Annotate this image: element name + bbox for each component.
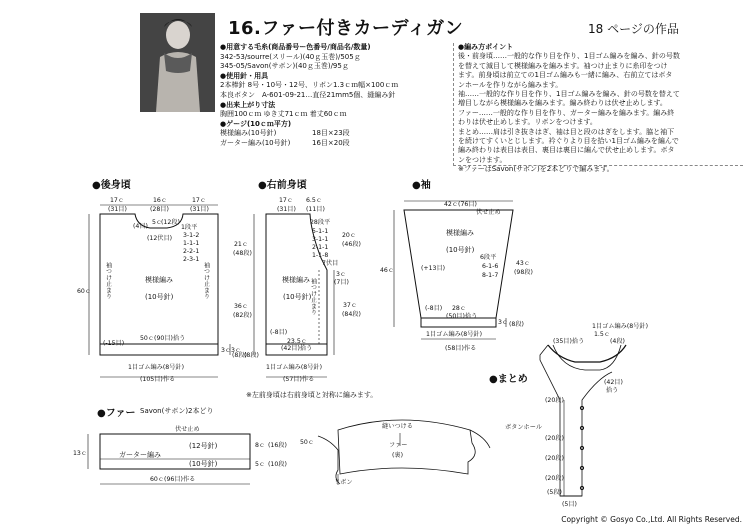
sleeve-labels (380, 200, 533, 352)
finish-label: 1目ゴム編み(8号針) (592, 323, 649, 330)
finish-diagram (540, 345, 626, 496)
dim-label: 23.5ｃ (287, 338, 307, 345)
back-heading: ●後身頃 (92, 180, 131, 191)
dim-label: (57目)作る (283, 376, 315, 383)
materials-line: 345-05/Savon(サボン)(40ｇ玉巻)/95ｇ (220, 62, 349, 71)
fur-label: 伏せ止め (175, 426, 200, 433)
finish-label: 1.5ｃ (594, 331, 611, 338)
dim-label: (48段) (233, 250, 252, 257)
points-line: ます。前身頃は前立ての1目ゴム編みも一緒に編み、右前立てはボタ (458, 71, 673, 80)
attach-label: リボン (334, 479, 353, 486)
finish-heading: ●まとめ (489, 374, 528, 385)
dim-label: (31目) (190, 206, 209, 213)
dim-label: 3ｃ (336, 271, 347, 278)
dim-label: 46ｃ (380, 267, 395, 274)
points-line: を続けてすくいとじします。衿ぐりより目を拾い1目ゴム編みを編んで (458, 137, 679, 146)
dim-label: (12段) (161, 219, 180, 226)
tools-heading: ●使用針・用具 (220, 71, 269, 80)
points-line: 増目しながら模様編みを編みます。編み終わりは伏せ止めします。 (458, 99, 667, 108)
materials-line: 342-53/sourre(スリール)(40ｇ玉巻)/505ｇ (220, 52, 361, 61)
page-title: 16.ファー付きカーディガン (228, 18, 464, 39)
finish-label: (35目)拾う (553, 338, 585, 345)
dim-label: 17ｃ (110, 197, 125, 204)
dim-label: (8段) (244, 352, 259, 359)
needle-label: (10号針) (145, 293, 174, 301)
points-line: わりは伏せ止めします。リボンをつけます。 (458, 118, 597, 127)
dim-label: (-15目) (103, 340, 125, 347)
side-mark: 袖つけ止まり (104, 262, 112, 300)
gauge-label: ガーター編み(10号針) (220, 138, 291, 147)
copyright: Copyright © Gosyo Co.,Ltd. All Rights Reserved. (561, 515, 742, 524)
finish-label: (20段) (545, 455, 564, 462)
needle-label: (10号針) (446, 246, 475, 254)
dec-label: 2-2-1 (183, 248, 200, 255)
stitch-label: 模様編み (282, 276, 310, 284)
fur-label: (16段) (268, 442, 287, 449)
points-line: 後・前身頃……一般的な作り目を作り、1目ゴム編みを編み、針の号数 (458, 52, 680, 61)
dim-label: 5ｃ (152, 219, 163, 226)
rib-label: 1目ゴム編み(8号針) (128, 364, 185, 371)
points-line: ※ファーはSavon(サボン)を2本どりで編みます。 (458, 165, 614, 174)
attach-label: 縫いつける (382, 423, 413, 430)
finish-label: (42目) (604, 379, 623, 386)
stitch-label: 模様編み (446, 229, 474, 237)
dim-label: 60ｃ (77, 288, 92, 295)
gauge-heading: ●ゲージ(10ｃｍ平方) (220, 119, 292, 128)
fur-label: (10号針) (189, 460, 218, 468)
dim-label: (58目)作る (445, 345, 477, 352)
dim-label: 17ｃ (192, 197, 207, 204)
dim-label: (82段) (233, 312, 252, 319)
points-line: ンをつけます。 (458, 155, 507, 164)
dec-label: 3-1-1 (312, 236, 329, 243)
dim-label: (28目) (150, 206, 169, 213)
dec-label: 5-1-1 (312, 228, 329, 235)
fur-label: (12号針) (189, 442, 218, 450)
finish-label: (20段) (545, 435, 564, 442)
rib-label: 1目ゴム編み(8号針) (266, 364, 323, 371)
dim-label: (46段) (342, 241, 361, 248)
points-heading: ●編み方ポイント (458, 43, 514, 51)
dim-label: 3ｃ (498, 319, 509, 326)
sleeve-heading: ●袖 (412, 180, 431, 191)
fur-label: 60ｃ(96目)作る (150, 476, 196, 483)
needle-label: (10号針) (283, 293, 312, 301)
tools-line: 本良ボタン A-601-09-21…直径21mm5個、縫編み針 (220, 90, 396, 99)
dim-label: 3ｃ (221, 347, 232, 354)
inc-label: 8-1-7 (482, 272, 499, 279)
dec-label: 1段平 (181, 224, 198, 231)
finish-label: (4段) (610, 338, 625, 345)
dim-label: 21ｃ (234, 241, 249, 248)
fur-heading: ●ファー (97, 408, 136, 419)
gauge-label: 模様編み(10号針) (220, 129, 277, 138)
fur-attach-labels (300, 422, 413, 486)
dim-label: 3ｃ (231, 347, 242, 354)
finish-label: ボタンホール (505, 424, 543, 431)
attach-label: (裏) (392, 452, 404, 459)
dim-label: (-8目) (425, 305, 443, 312)
finish-label: (5目) (562, 501, 577, 508)
dim-label: 37ｃ (343, 302, 358, 309)
front-heading: ●右前身頃 (258, 180, 307, 191)
side-mark: 袖つけ止まり (202, 262, 210, 300)
finished-heading: ●出来上がり寸法 (220, 100, 276, 109)
gauge-value: 18目×23段 (312, 129, 350, 138)
dim-label: (12伏目) (147, 235, 173, 242)
points-line: 袖……一般的な作り目を作り、1目ゴム編みを編み、針の号数を替えて (458, 90, 680, 99)
dim-label: (31目) (277, 206, 296, 213)
dim-label: (8段) (232, 352, 247, 359)
finish-label: (5段) (547, 489, 562, 496)
dec-label: 2-1-1 (312, 244, 329, 251)
points-line: ンホールを作りながら編みます。 (458, 80, 563, 89)
fur-yarn: Savon(サボン)2本どり (140, 407, 214, 415)
dim-label: 36ｃ (234, 303, 249, 310)
dim-label: 43ｃ (516, 260, 531, 267)
fur-label: 13ｃ (73, 450, 88, 457)
left-front-note: ※左前身頃は右前身頃と対称に編みます。 (246, 391, 378, 399)
dec-label: 3-1-2 (183, 232, 200, 239)
page-reference: 18 ページの作品 (588, 22, 679, 36)
finished-line: 胸囲100ｃｍ ゆき丈71ｃｍ 着丈60ｃｍ (220, 110, 347, 119)
points-line: ファー……一般的な作り目を作り、ガーター編みを編みます。編み終 (458, 108, 675, 117)
dim-label: (84段) (342, 311, 361, 318)
dim-label: (105目)作る (140, 376, 176, 383)
fur-label: 5ｃ (255, 461, 266, 468)
dim-label: (+13目) (421, 265, 446, 272)
dim-label: (8段) (509, 321, 524, 328)
materials-heading: ●用意する毛糸(商品番号ー色番号/商品名/数量) (220, 43, 371, 51)
dim-label: 16ｃ (153, 197, 168, 204)
side-mark: 袖つけ止まり (309, 278, 317, 316)
dim-label: (42目)拾う (281, 345, 313, 352)
finish-label: (20段) (545, 397, 564, 404)
dec-label: 28段平 (310, 219, 331, 226)
fur-label: (10段) (268, 461, 287, 468)
inc-label: 6段平 (480, 254, 497, 261)
rib-label: 1目ゴム編み(8号針) (426, 331, 483, 338)
dim-label: (31目) (108, 206, 127, 213)
attach-label: 50ｃ (300, 439, 315, 446)
points-line: まとめ……肩は引き抜きはぎ、袖は目と段のはぎをします。脇と袖下 (458, 127, 675, 136)
dec-label: 2-3-1 (183, 256, 200, 263)
dim-label: (11目) (306, 206, 325, 213)
dim-label: 伏せ止め (476, 209, 501, 216)
points-line: を替えて減目して模様編みを編みます。袖つけ止まりに糸印をつけ (458, 61, 668, 70)
dim-label: 50ｃ(90目)拾う (140, 335, 186, 342)
dim-label: (-8目) (270, 329, 288, 336)
gauge-value: 16目×20段 (312, 138, 350, 147)
stitch-label: 模様編み (145, 276, 173, 284)
inc-label: 6-1-6 (482, 263, 499, 270)
dim-label: 20ｃ (342, 232, 357, 239)
dim-label: (7目) (334, 279, 349, 286)
dim-label: 17ｃ (279, 197, 294, 204)
finish-label: (20段) (545, 475, 564, 482)
fur-label: 8ｃ (255, 442, 266, 449)
points-line: 編み終わりは表目は表目、裏目は裏目に編んで伏せ止めします。ボタ (458, 146, 675, 155)
dim-label: (98段) (514, 269, 533, 276)
dim-label: (50目)拾う (446, 313, 478, 320)
finish-label: 拾う (606, 387, 619, 394)
dim-label: 28ｃ (452, 305, 467, 312)
attach-label: ファー (389, 442, 408, 449)
fur-label: ガーター編み (119, 451, 161, 459)
finish-labels (505, 322, 648, 508)
dec-label: 1-1-8 (312, 252, 329, 259)
dim-label: 6.5ｃ (306, 197, 323, 204)
tools-line: 2本棒針 8号・10号・12号、リボン1.3ｃｍ幅×100ｃｍ (220, 81, 399, 90)
dec-label: 1-1-1 (183, 240, 200, 247)
dec-label: 7伏目 (322, 260, 339, 267)
dim-label: (4目) (133, 223, 148, 230)
dim-label: 42ｃ(76目) (444, 201, 477, 208)
